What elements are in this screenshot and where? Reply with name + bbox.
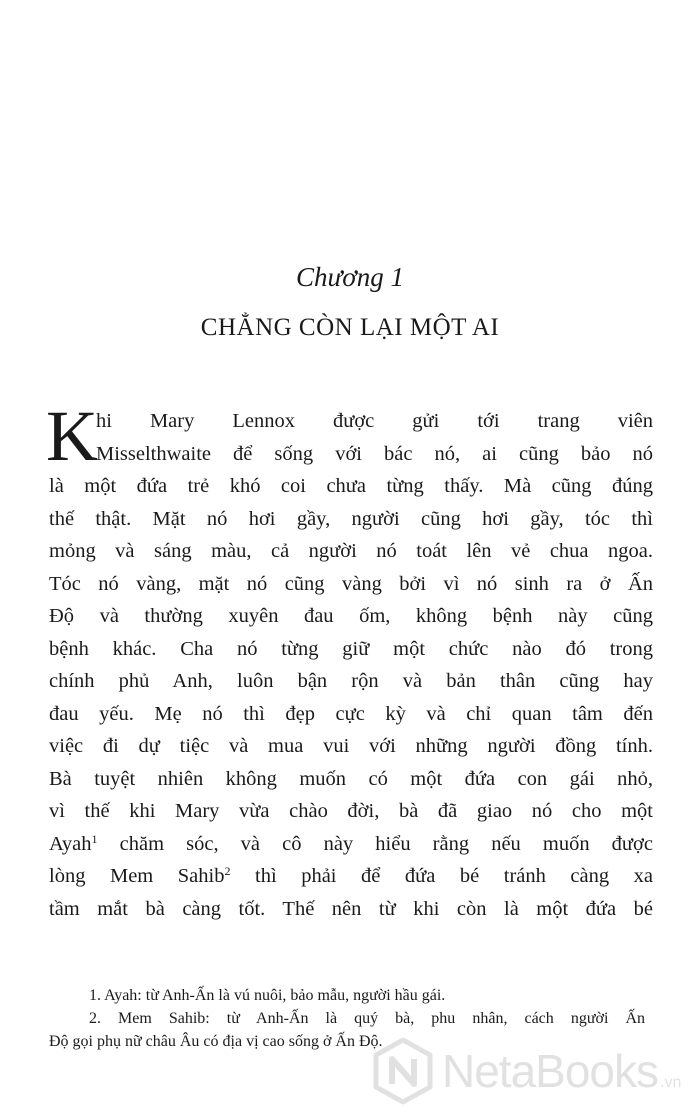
body-line: hi Mary Lennox được gửi tới trang viên bbox=[96, 410, 653, 432]
body-line: Độ và thường xuyên đau ốm, không bệnh này cũng bbox=[49, 605, 653, 627]
chapter-label: Chương 1 bbox=[296, 262, 404, 292]
body-line: là một đứa trẻ khó coi chưa từng thấy. Mà cũng đúng bbox=[49, 475, 653, 497]
line-text: thì phải để đứa bé tránh càng xa bbox=[230, 865, 653, 887]
body-line-footnote-ref-1 bbox=[49, 828, 653, 861]
footnote-ref-2: 2 bbox=[224, 864, 231, 878]
line-text: Ayah bbox=[49, 832, 92, 855]
body-line: Bà tuyệt nhiên không muốn có một đứa con gái nhỏ, bbox=[49, 767, 653, 790]
netabooks-logo-icon bbox=[368, 1036, 438, 1106]
body-line-footnote-ref-2 bbox=[49, 860, 653, 893]
body-line: chính phủ Anh, luôn bận rộn và bản thân cũng hay bbox=[49, 670, 653, 692]
body-line: Misselthwaite để sống với bác nó, ai cũng bảo nó bbox=[96, 442, 653, 465]
footnote-1: 1. Ayah: từ Anh-Ấn là vú nuôi, bảo mẫu, người hầu gái. bbox=[89, 987, 446, 1004]
body-line: mỏng và sáng màu, cả người nó toát lên vẻ chua ngoa. bbox=[49, 540, 653, 562]
body-line: Tóc nó vàng, mặt nó cũng vàng bởi vì nó sinh ra ở Ấn bbox=[49, 572, 653, 595]
body-text bbox=[46, 396, 653, 925]
body-line: việc đi dự tiệc và mua vui với những người đồng tính. bbox=[49, 735, 653, 757]
body-line: thế thật. Mặt nó hơi gầy, người cũng hơi gầy, tóc thì bbox=[49, 507, 653, 530]
line-text: lòng Mem Sahib bbox=[49, 865, 225, 887]
watermark-brand: NetaBooks bbox=[442, 1045, 659, 1097]
line-text: chăm sóc, và cô này hiểu rằng nếu muốn được bbox=[97, 832, 653, 855]
drop-cap: K bbox=[46, 396, 98, 476]
footnote-2: 2. Mem Sahib: từ Anh-Ấn là quý bà, phu nhân, cách người Ấn bbox=[89, 1010, 645, 1027]
footnote-2-continued: Độ gọi phụ nữ châu Âu có địa vị cao sống ở Ấn Độ. bbox=[49, 1033, 383, 1050]
body-line: tầm mắt bà càng tốt. Thế nên từ khi còn là một đứa bé bbox=[49, 897, 653, 920]
body-line: vì thế khi Mary vừa chào đời, bà đã giao nó cho một bbox=[49, 800, 653, 822]
footnote-ref-1: 1 bbox=[91, 831, 98, 846]
body-line: đau yếu. Mẹ nó thì đẹp cực kỳ và chỉ quan tâm đến bbox=[49, 702, 653, 725]
watermark-suffix: .vn bbox=[660, 1074, 682, 1091]
watermark bbox=[368, 1032, 698, 1110]
body-line: bệnh khác. Cha nó từng giữ một chức nào đó trong bbox=[49, 637, 653, 660]
chapter-title: CHẲNG CÒN LẠI MỘT AI bbox=[200, 314, 500, 341]
